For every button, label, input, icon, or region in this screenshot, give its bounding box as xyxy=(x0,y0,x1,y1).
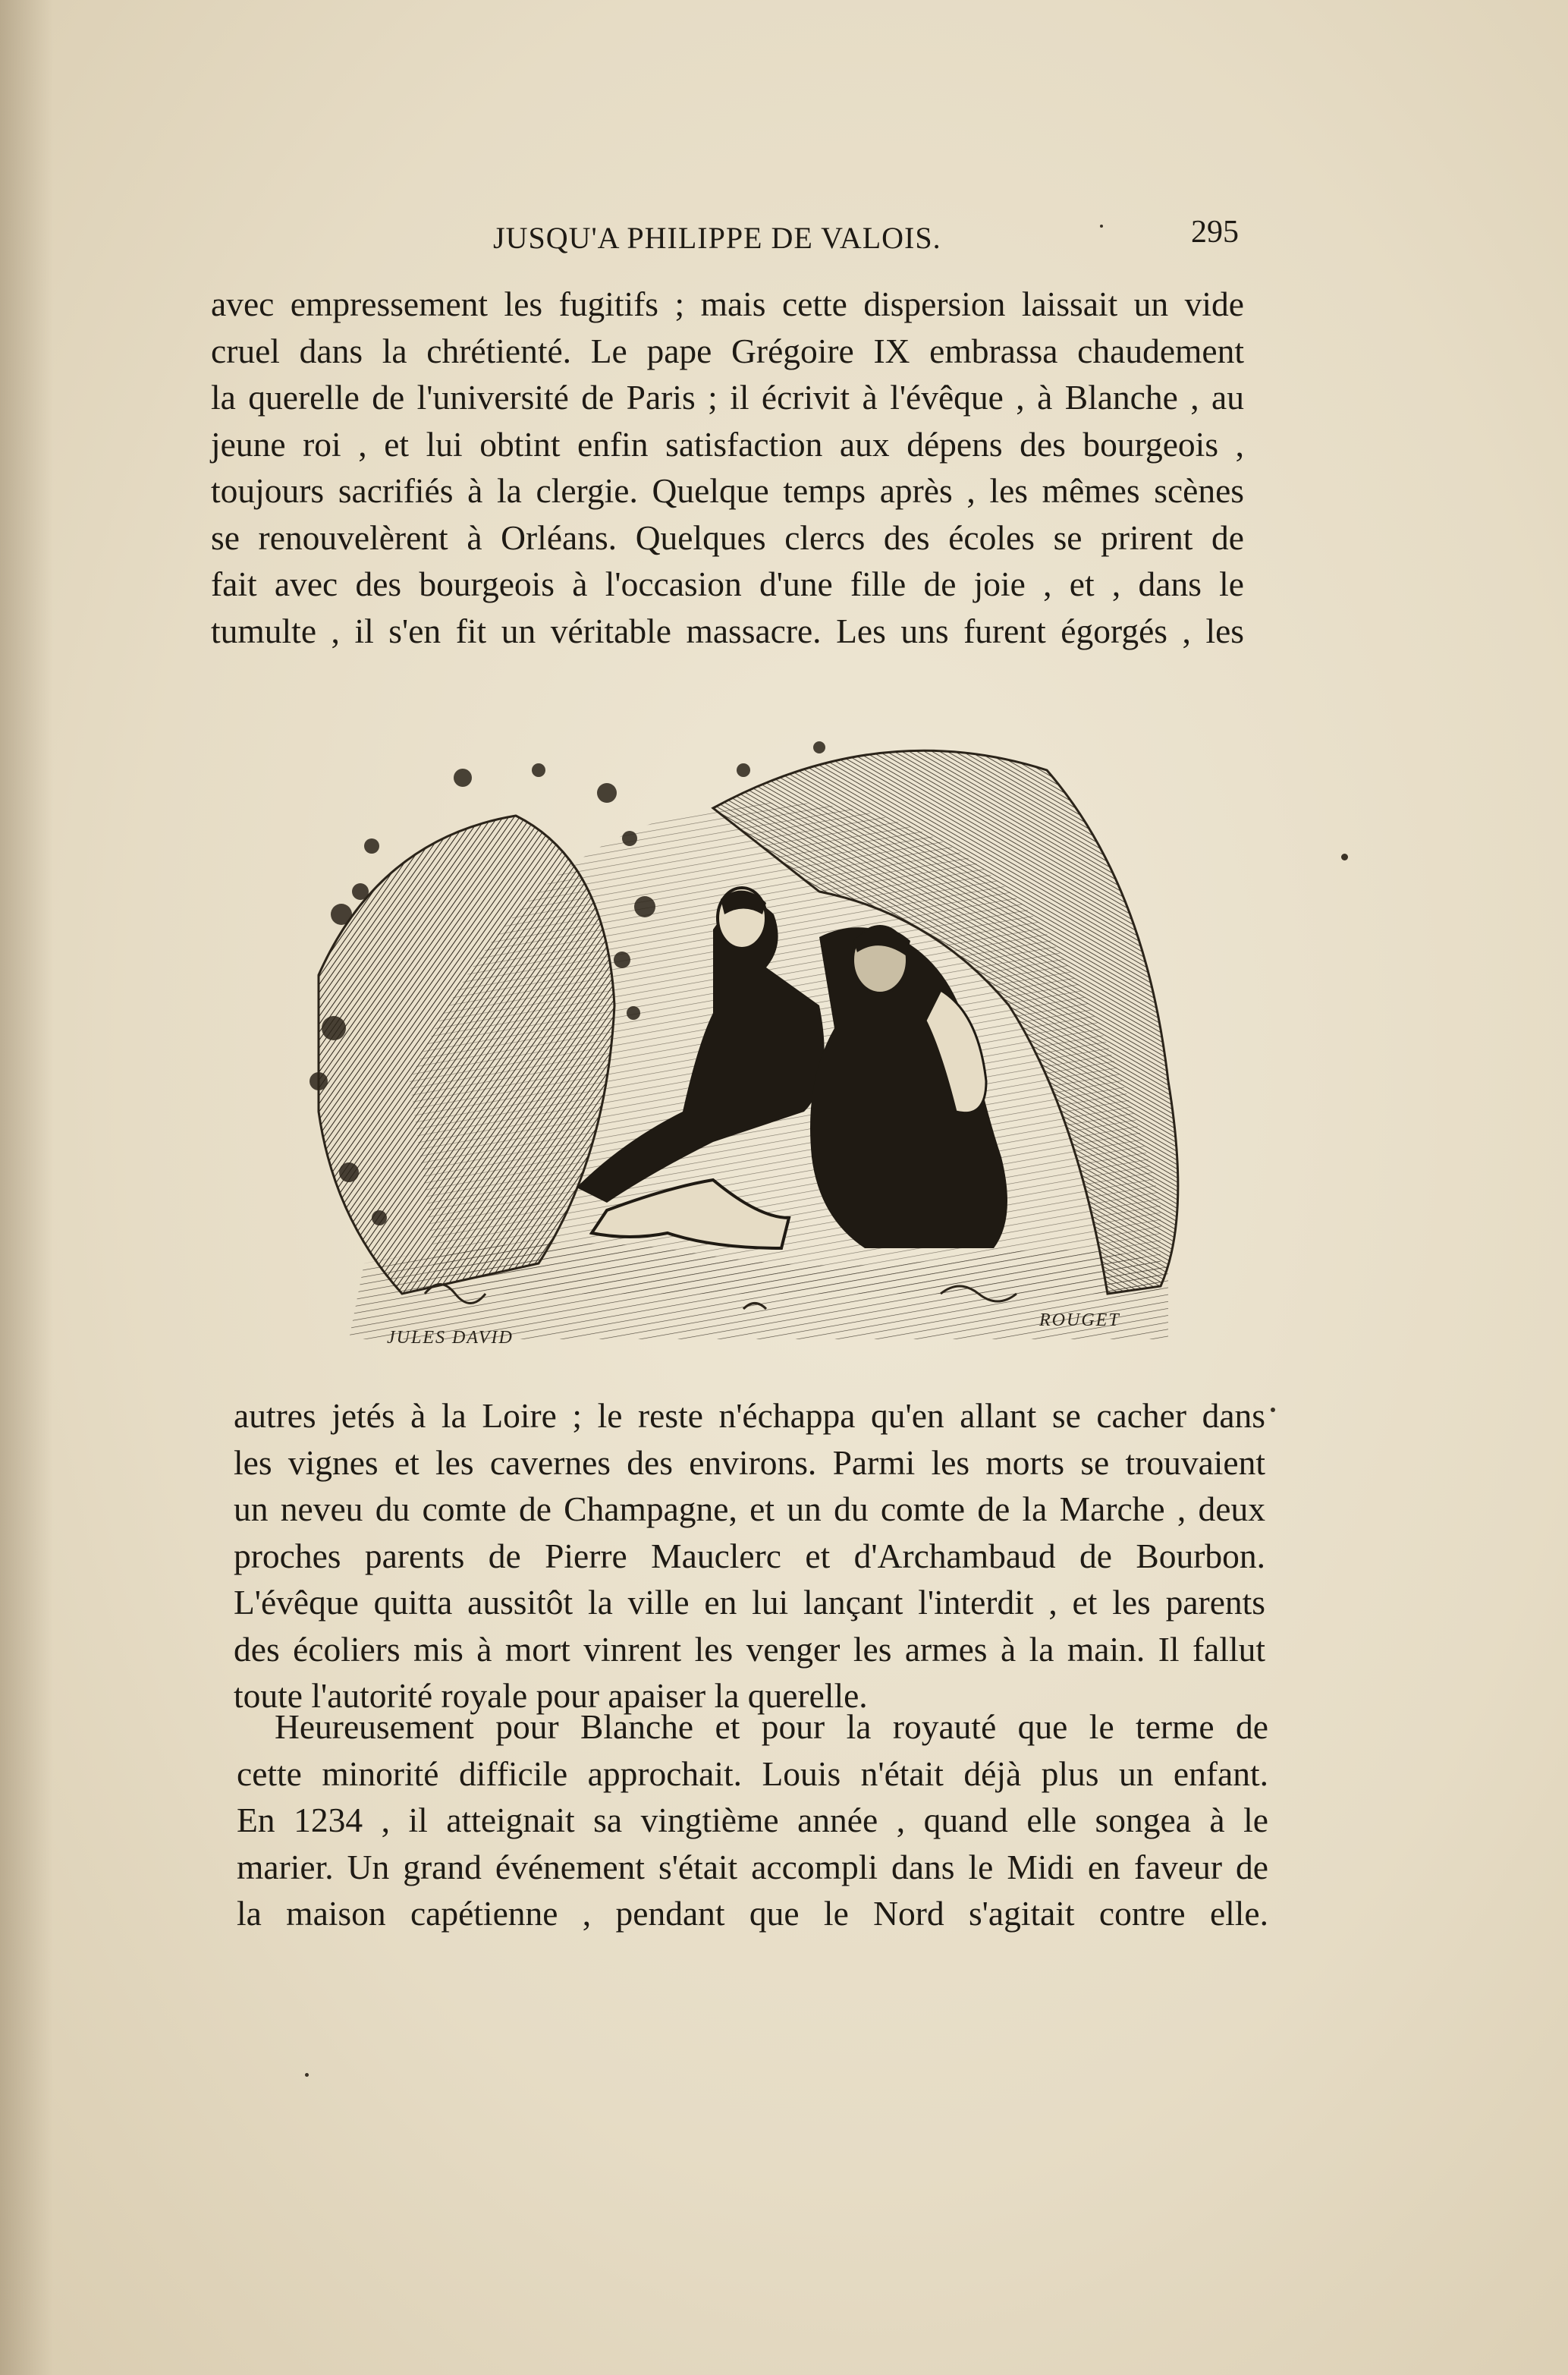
text-line: proches parents de Pierre Mauclerc et d'Archambaud de Bourbon. xyxy=(234,1536,1265,1575)
paragraph-1 xyxy=(211,281,1244,654)
text-line: se renouvelèrent à Orléans. Quelques clercs des écoles se prirent de xyxy=(211,517,1244,557)
text-line: cette minorité difficile approchait. Louis n'était déjà plus un enfant. xyxy=(237,1754,1268,1793)
text-line: la maison capétienne , pendant que le Nord s'agitait contre elle. xyxy=(237,1894,1268,1933)
text-line: toute l'autorité royale pour apaiser la querelle. xyxy=(234,1676,868,1715)
text-line: En 1234 , il atteignait sa vingtième année , quand elle songea à le xyxy=(237,1801,1268,1839)
paper-speck xyxy=(305,2073,309,2077)
text-line: la querelle de l'université de Paris ; il écrivit à l'évêque , à Blanche , au xyxy=(211,378,1244,417)
text-line: autres jetés à la Loire ; le reste n'échappa qu'en allant se cacher dans xyxy=(234,1396,1265,1435)
paragraph-3 xyxy=(237,1703,1268,1937)
text-line: jeune roi , et lui obtint enfin satisfaction aux dépens des bourgeois , xyxy=(211,424,1244,464)
paper-speck xyxy=(1271,1408,1275,1412)
artist-signature: JULES DAVID xyxy=(387,1328,514,1348)
paper-speck xyxy=(1100,225,1103,228)
text-line: des écoliers mis à mort vinrent les venger les armes à la main. Il fallut xyxy=(234,1629,1265,1669)
page-number: 295 xyxy=(1191,215,1239,250)
text-line: un neveu du comte de Champagne, et un du comte de la Marche , deux xyxy=(234,1489,1265,1528)
engraving-illustration xyxy=(288,687,1206,1354)
engraving-artwork xyxy=(288,687,1206,1354)
running-head: JUSQU'A PHILIPPE DE VALOIS. xyxy=(493,221,941,255)
text-line: L'évêque quitta aussitôt la ville en lui lançant l'interdit , et les parents xyxy=(234,1583,1265,1622)
page-header xyxy=(212,214,1259,260)
text-line: les vignes et les cavernes des environs. Parmi les morts se trouvaient xyxy=(234,1442,1265,1482)
paper-speck xyxy=(1341,854,1348,860)
paragraph-2 xyxy=(234,1392,1265,1719)
text-line: Heureusement pour Blanche et pour la royauté que le terme de xyxy=(275,1707,1268,1746)
text-line: avec empressement les fugitifs ; mais cette dispersion laissait un vide xyxy=(211,285,1244,323)
text-line: tumulte , il s'en fit un véritable massacre. Les uns furent égorgés , les xyxy=(211,611,1244,650)
text-line: toujours sacrifiés à la clergie. Quelque temps après , les mêmes scènes xyxy=(211,471,1244,510)
text-line: cruel dans la chrétienté. Le pape Grégoire IX embrassa chaudement xyxy=(211,331,1244,370)
engraver-signature: ROUGET xyxy=(1039,1310,1120,1330)
text-line: fait avec des bourgeois à l'occasion d'une fille de joie , et , dans le xyxy=(211,565,1244,603)
text-line: marier. Un grand événement s'était accompli dans le Midi en faveur de xyxy=(237,1847,1268,1886)
gutter-shadow xyxy=(0,0,53,2375)
